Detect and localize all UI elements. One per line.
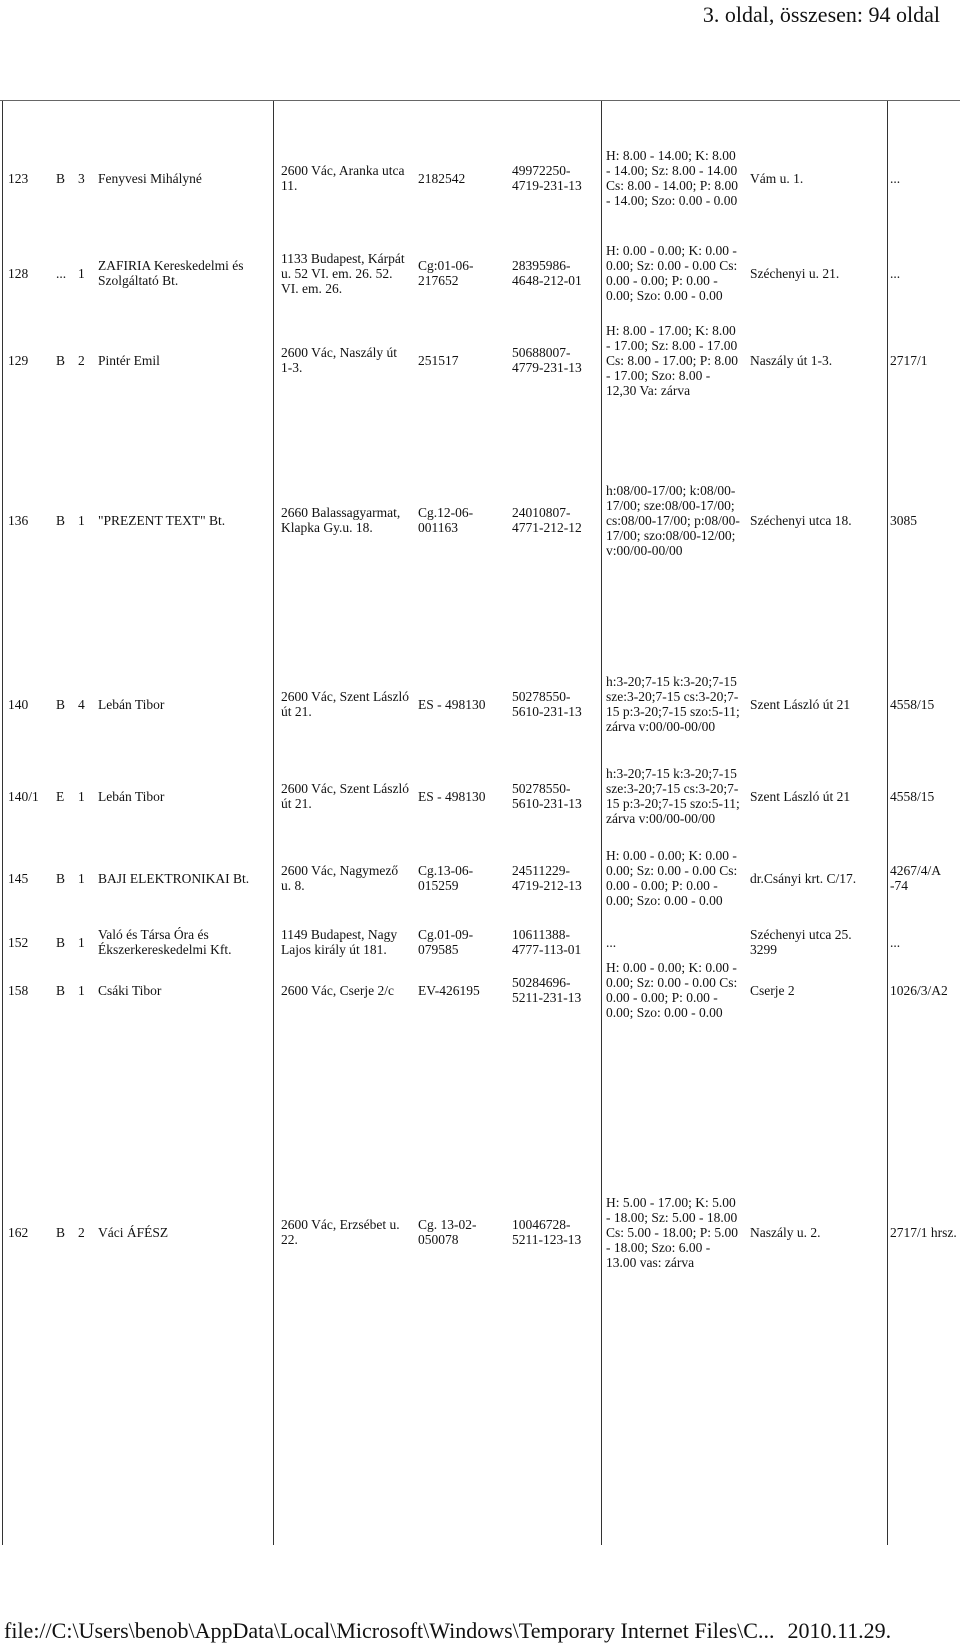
table-row (0, 242, 960, 304)
record-number: 4 (78, 696, 85, 712)
record-number: 1 (78, 512, 85, 528)
parcel-number: 1026/3/A2 (890, 982, 948, 998)
table-row (0, 752, 960, 840)
tax-number: 50278550-5610-231-13 (512, 781, 582, 811)
tax-number: 28395986-4648-212-01 (512, 258, 582, 288)
opening-hours: h:08/00-17/00; k:08/00-17/00; sze:08/00-17/00; cs:08/00-17/00; p:08/00-17/00; szo:08/00-12/00; v:00/00-00/00 (606, 482, 740, 558)
record-type: B (56, 512, 66, 528)
page-header: 3. oldal, összesen: 94 oldal (702, 2, 940, 27)
opening-hours: h:3-20;7-15 k:3-20;7-15 sze:3-20;7-15 cs:3-20;7-15 p:3-20;7-15 szo:5-11; zárva v:00/00-00/00 (606, 674, 740, 734)
parcel-number: 4267/4/A -74 (890, 863, 941, 893)
table-row (0, 124, 960, 232)
table-row (0, 922, 960, 962)
site-address: Vám u. 1. (750, 170, 804, 186)
site-address: Széchenyi u. 21. (750, 265, 840, 281)
parcel-number: 4558/15 (890, 696, 935, 712)
table-row (0, 450, 960, 590)
business-name: Lebán Tibor (98, 788, 165, 804)
tax-number: 10046728-5211-123-13 (512, 1217, 582, 1247)
business-address: 2600 Vác, Aranka utca 11. (281, 163, 405, 193)
record-id: 162 (8, 1224, 29, 1240)
registration-number: Cg.12-06-001163 (418, 505, 474, 535)
business-name: ZAFIRIA Kereskedelmi és Szolgáltató Bt. (98, 258, 244, 288)
file-path: file://C:\Users\benob\AppData\Local\Microsoft\Windows\Temporary Internet Files\C... (4, 1618, 775, 1643)
registration-number: 2182542 (418, 170, 466, 186)
record-number: 2 (78, 352, 85, 368)
record-number: 1 (78, 265, 85, 281)
business-name: "PREZENT TEXT" Bt. (98, 512, 226, 528)
parcel-number: ... (890, 170, 901, 186)
parcel-number: 2717/1 hrsz. (890, 1224, 957, 1240)
tax-number: 50278550-5610-231-13 (512, 689, 582, 719)
registration-number: Cg.01-09-079585 (418, 927, 474, 957)
business-address: 2660 Balassagyarmat, Klapka Gy.u. 18. (281, 505, 401, 535)
business-address: 2600 Vác, Szent László út 21. (281, 689, 409, 719)
business-address: 1133 Budapest, Kárpát u. 52 VI. em. 26. 52. VI. em. 26. (281, 250, 405, 296)
parcel-number: 3085 (890, 512, 917, 528)
registration-number: Cg. 13-02-050078 (418, 1217, 477, 1247)
record-id: 123 (8, 170, 29, 186)
record-number: 1 (78, 934, 85, 950)
business-name: Fenyvesi Mihályné (98, 170, 202, 186)
opening-hours: h:3-20;7-15 k:3-20;7-15 sze:3-20;7-15 cs:3-20;7-15 p:3-20;7-15 szo:5-11; zárva v:00/00-00/00 (606, 766, 740, 826)
record-number: 1 (78, 788, 85, 804)
opening-hours: H: 0.00 - 0.00; K: 0.00 - 0.00; Sz: 0.00 - 0.00 Cs: 0.00 - 0.00; P: 0.00 - 0.00; Szo: 0.00 - 0.00 (606, 848, 738, 908)
record-type: B (56, 352, 66, 368)
site-address: Naszály út 1-3. (750, 352, 833, 368)
opening-hours: H: 8.00 - 14.00; K: 8.00 - 14.00; Sz: 8.00 - 14.00 Cs: 8.00 - 14.00; P: 8.00 - 14.00; Szo: 0.00 - 0.00 (606, 148, 739, 208)
parcel-number: ... (890, 934, 901, 950)
record-type: B (56, 170, 66, 186)
site-address: Cserje 2 (750, 982, 795, 998)
business-name: Lebán Tibor (98, 696, 165, 712)
business-name: Való és Társa Óra és Ékszerkereskedelmi Kft. (98, 927, 232, 957)
record-id: 136 (8, 512, 29, 528)
record-type: B (56, 934, 66, 950)
business-address: 2600 Vác, Erzsébet u. 22. (281, 1217, 400, 1247)
table-row (0, 322, 960, 398)
record-type: B (56, 1224, 66, 1240)
record-number: 1 (78, 870, 85, 886)
record-type: E (56, 788, 65, 804)
business-name: BAJI ELEKTRONIKAI Bt. (98, 870, 250, 886)
opening-hours: H: 8.00 - 17.00; K: 8.00 - 17.00; Sz: 8.00 - 17.00 Cs: 8.00 - 17.00; P: 8.00 - 17.00; Szo: 8.00 - 12,30 Va: zárva (606, 322, 739, 398)
registration-number: ES - 498130 (418, 696, 486, 712)
opening-hours: ... (606, 934, 617, 950)
record-id: 158 (8, 982, 29, 998)
table-row (0, 962, 960, 1018)
record-id: 145 (8, 870, 29, 886)
parcel-number: ... (890, 265, 901, 281)
record-type: B (56, 982, 66, 998)
business-address: 2600 Vác, Naszály út 1-3. (281, 345, 397, 375)
business-address: 2600 Vác, Szent László út 21. (281, 781, 409, 811)
record-id: 140 (8, 696, 29, 712)
record-number: 2 (78, 1224, 85, 1240)
tax-number: 50284696-5211-231-13 (512, 975, 582, 1005)
opening-hours: H: 5.00 - 17.00; K: 5.00 - 18.00; Sz: 5.00 - 18.00 Cs: 5.00 - 18.00; P: 5.00 - 18.00; Szo: 6.00 - 13.00 vas: zárva (606, 1194, 739, 1270)
tax-number: 24511229-4719-212-13 (512, 863, 582, 893)
tax-number: 49972250-4719-231-13 (512, 163, 582, 193)
site-address: dr.Csányi krt. C/17. (750, 870, 857, 886)
site-address: Szent László út 21 (750, 788, 851, 804)
parcel-number: 4558/15 (890, 788, 935, 804)
record-id: 129 (8, 352, 29, 368)
site-address: Széchenyi utca 18. (750, 512, 852, 528)
registration-number: Cg:01-06-217652 (418, 258, 474, 288)
business-address: 2600 Vác, Cserje 2/c (281, 982, 394, 998)
business-name: Csáki Tibor (98, 982, 162, 998)
table-row (0, 848, 960, 908)
record-type: B (56, 870, 66, 886)
tax-number: 10611388-4777-113-01 (512, 927, 582, 957)
record-number: 1 (78, 982, 85, 998)
registration-number: 251517 (418, 352, 459, 368)
opening-hours: H: 0.00 - 0.00; K: 0.00 - 0.00; Sz: 0.00 - 0.00 Cs: 0.00 - 0.00; P: 0.00 - 0.00; Szo: 0.00 - 0.00 (606, 960, 738, 1020)
opening-hours: H: 0.00 - 0.00; K: 0.00 - 0.00; Sz: 0.00 - 0.00 Cs: 0.00 - 0.00; P: 0.00 - 0.00; Szo: 0.00 - 0.00 (606, 243, 738, 303)
record-number: 3 (78, 170, 85, 186)
record-id: 152 (8, 934, 29, 950)
record-id: 140/1 (8, 788, 39, 804)
site-address: Szent László út 21 (750, 696, 851, 712)
parcel-number: 2717/1 (890, 352, 928, 368)
table-row (0, 1180, 960, 1284)
record-type: ... (56, 265, 67, 281)
registration-number: ES - 498130 (418, 788, 486, 804)
business-name: Pintér Emil (98, 352, 160, 368)
site-address: Széchenyi utca 25. 3299 (750, 927, 852, 957)
registration-number: EV-426195 (418, 982, 480, 998)
tax-number: 50688007-4779-231-13 (512, 345, 582, 375)
tax-number: 24010807-4771-212-12 (512, 505, 582, 535)
record-id: 128 (8, 265, 29, 281)
business-name: Váci ÁFÉSZ (98, 1224, 169, 1240)
table-row (0, 656, 960, 752)
print-date: 2010.11.29. (787, 1618, 892, 1643)
site-address: Naszály u. 2. (750, 1224, 821, 1240)
business-address: 1149 Budapest, Nagy Lajos király út 181. (281, 927, 398, 957)
record-type: B (56, 696, 66, 712)
business-address: 2600 Vác, Nagymező u. 8. (281, 863, 399, 893)
page-footer (4, 1618, 954, 1644)
registration-number: Cg.13-06-015259 (418, 863, 474, 893)
